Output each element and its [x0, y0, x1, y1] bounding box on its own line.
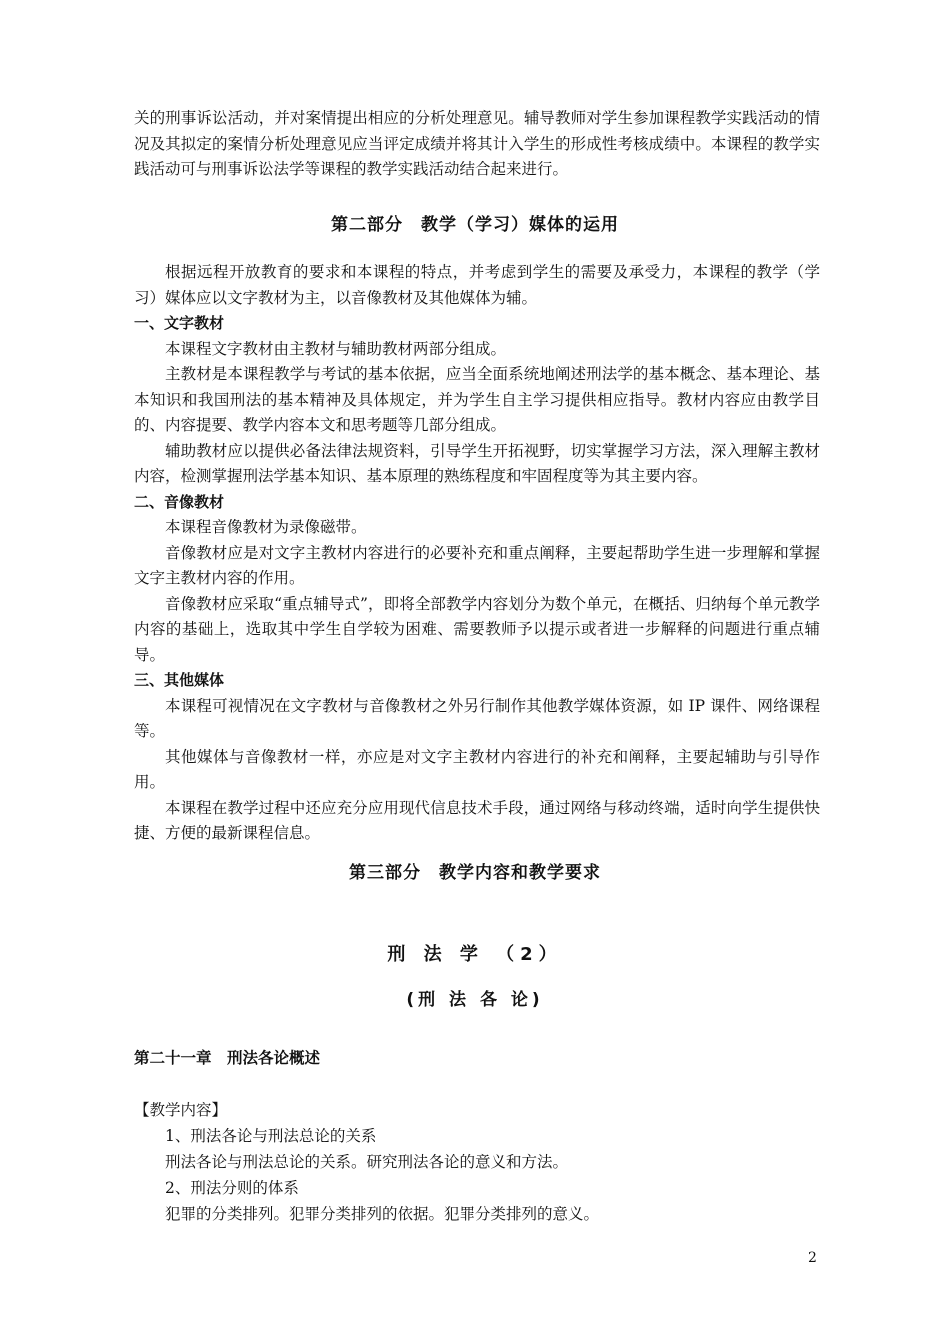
sec3-para3: 本课程在教学过程中还应充分应用现代信息技术手段，通过网络与移动终端，适时向学生提供快捷、方便的最新课程信息。	[134, 798, 820, 842]
sec1-para2: 主教材是本课程教学与考试的基本依据，应当全面系统地阐述刑法学的基本概念、基本理论、基本知识和我国刑法的基本精神及具体规定，并为学生自主学习提供相应指导。教材内容应由教学目的、内容提要、教学内容本文和思考题等几部分组成。	[134, 365, 820, 434]
sec2-para1: 本课程音像教材为录像磁带。	[165, 518, 367, 536]
course-title: 刑 法 学 （2）	[387, 944, 563, 965]
section-title-text-materials: 一、文字教材	[134, 314, 225, 332]
chapter-title: 第二十一章 刑法各论概述	[134, 1049, 321, 1067]
sec2-para2: 音像教材应是对文字主教材内容进行的必要补充和重点阐释，主要起帮助学生进一步理解和掌握文字主教材内容的作用。	[134, 543, 820, 587]
sec1-para3: 辅助教材应以提供必备法律法规资料，引导学生开拓视野，切实掌握学习方法，深入理解主教材内容，检测掌握刑法学基本知识、基本原理的熟练程度和牢固程度等为其主要内容。	[134, 441, 820, 485]
sec3-para1: 本课程可视情况在文字教材与音像教材之外另行制作其他教学媒体资源，如 IP 课件、网络课程等。	[134, 696, 820, 740]
course-subtitle: (刑 法 各 论)	[406, 990, 544, 1010]
part2-heading: 第二部分 教学（学习）媒体的运用	[331, 215, 619, 235]
sec1-para1: 本课程文字教材由主教材与辅助教材两部分组成。	[165, 339, 507, 358]
part2-para1: 根据远程开放教育的要求和本课程的特点，并考虑到学生的需要及承受力，本课程的教学（学习）媒体应以文字教材为主，以音像教材及其他媒体为辅。	[134, 263, 820, 307]
intro-paragraph	[134, 106, 820, 183]
page-number: 2	[808, 1250, 817, 1266]
chapter-content	[134, 1097, 820, 1227]
sec2-para3: 音像教材应采取“重点辅导式”，即将全部教学内容划分为数个单元，在概括、归纳每个单元教学内容的基础上，选取其中学生自学较为困难、需要教师予以提示或者进一步解释的问题进行重点辅导。	[134, 594, 820, 664]
content-item: 犯罪的分类排列。犯罪分类排列的依据。犯罪分类排列的意义。	[165, 1205, 600, 1223]
sec3-para2: 其他媒体与音像教材一样，亦应是对文字主教材内容进行的补充和阐释，主要起辅助与引导作用。	[134, 747, 820, 791]
content-label: 【教学内容】	[134, 1101, 228, 1119]
part3-heading: 第三部分 教学内容和教学要求	[349, 863, 601, 883]
intro-text: 关的刑事诉讼活动，并对案情提出相应的分析处理意见。辅导教师对学生参加课程教学实践活动的情况及其拟定的案情分析处理意见应当评定成绩并将其计入学生的形成性考核成绩中。本课程的教学实践活动可与刑事诉讼法学等课程的教学实践活动结合起来进行。	[134, 109, 820, 178]
section-title-audiovisual: 二、音像教材	[134, 492, 225, 511]
content-item: 1、刑法各论与刑法总论的关系	[165, 1127, 377, 1145]
part2-body	[134, 260, 820, 847]
content-item: 2、刑法分则的体系	[165, 1179, 299, 1197]
content-item: 刑法各论与刑法总论的关系。研究刑法各论的意义和方法。	[165, 1153, 569, 1171]
section-title-other-media: 三、其他媒体	[134, 671, 225, 689]
